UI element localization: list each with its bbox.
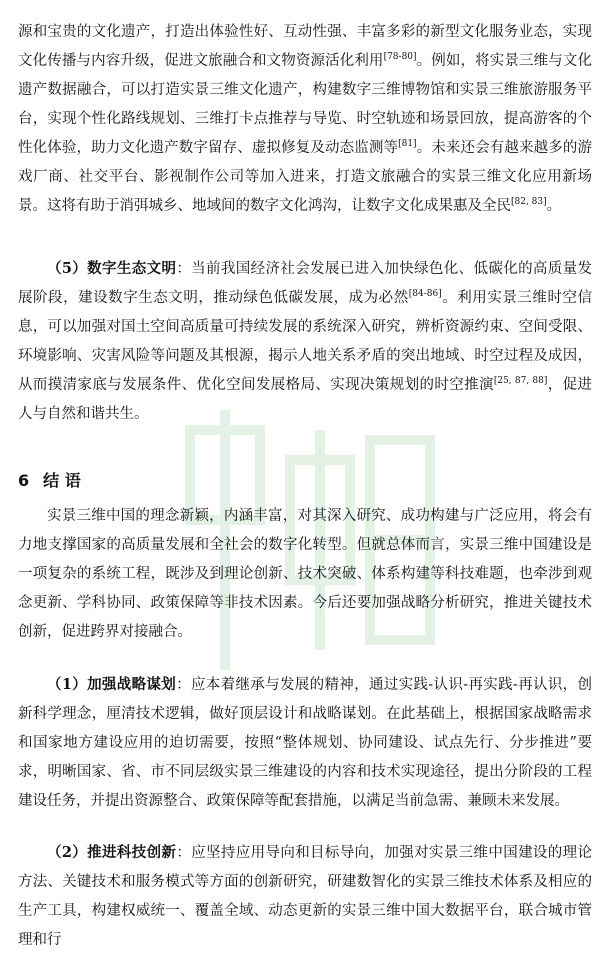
- item-keyword: 加强战略谋划: [87, 677, 177, 693]
- citation[interactable]: [82, 83]: [511, 197, 547, 208]
- section-heading: [18, 466, 81, 496]
- citation[interactable]: [78-80]: [383, 52, 417, 63]
- citation[interactable]: [84-86]: [408, 289, 442, 300]
- paragraph-strategy: （1）加强战略谋划：应本着继承与发展的精神，通过实践-认识-再实践-再认识，创新科学理念，厘清技术逻辑，做好顶层设计和战略谋划。在此基础上，根据国家战略需求和国家地方建设应用的迫切需要，按照“整体规划、协同建设、试点先行、分步推进”要求，明晰国家、省、市不同层级实景三维建设的内容和技术实现途径，提出分阶段的工程建设任务，并提出资源整合、政策保障等配套措施，以满足当前急需、兼顾未来发展。: [18, 676, 592, 809]
- paragraph-cultural-heritage: 源和宝贵的文化遗产，打造出体验性好、互动性强、丰富多彩的新型文化服务业态，实现文化传播与内容升级，促进文旅融合和文物资源活化利用[78-80]。例如，将实景三维与文化遗产数据融合，可以打造实景三维文化遗产，构建数字三维博物馆和实景三维旅游服务平台，实现个性化路线规划、三维打卡点推荐与导览、时空轨迹和场景回放，提高游客的个性化体验，助力文化遗产数字留存、虚拟修复及动态监测等[81]。未来还会有越来越多的游戏厂商、社交平台、影视制作公司等加入进来，打造文旅融合的实景三维文化应用新场景。这将有助于消弭城乡、地域间的数字文化鸿沟，让数字文化成果惠及全民[82, 83]。: [18, 24, 593, 214]
- paragraph-conclusion: 实景三维中国的理念新颖，内涵丰富，对其深入研究、成功构建与广泛应用，将会有力地支撑国家的高质量发展和全社会的数字化转型。但就总体而言，实景三维中国建设是一项复杂的系统工程，既涉及到理论创新、技术突破、体系构建等科技难题，也牵涉到观念更新、学科协同、政策保障等非技术因素。今后还要加强战略分析研究，推进关键技术创新，促进跨界对接融合。: [18, 508, 592, 640]
- item-number: （5）: [47, 260, 88, 277]
- paragraph-innovation: （2）推进科技创新：应坚持应用导向和目标导向，加强对实景三维中国建设的理论方法、关键技术和服务模式等方面的创新研究，研建数智化的实景三维技术体系及相应的生产工具，构建权威统一、覆盖全域、动态更新的实景三维中国大数据平台，联合城市管理和行: [18, 844, 593, 948]
- item-number: （1）: [47, 676, 88, 693]
- section-title: 结 语: [43, 471, 81, 490]
- item-number: （2）: [47, 844, 88, 861]
- citation[interactable]: [81]: [398, 139, 417, 150]
- item-keyword: 推进科技创新: [87, 845, 177, 861]
- section-number: 6: [18, 471, 30, 490]
- paragraph-digital-ecology: （5）数字生态文明：当前我国经济社会发展已进入加快绿色化、低碳化的高质量发展阶段，建设数字生态文明，推动绿色低碳发展，成为必然[84-86]。利用实景三维时空信息，可以加强对国土空间高质量可持续发展的系统深入研究，辨析资源约束、空间受限、环境影响、灾害风险等问题及其根源，揭示人地关系矛盾的突出地域、时空过程及成因，从而摸清家底与发展条件、优化空间发展格局、实现决策规划的时空推演[25, 87, 88]，促进人与自然和谐共生。: [18, 260, 593, 422]
- item-keyword: 数字生态文明: [87, 261, 177, 277]
- citation[interactable]: [25, 87, 88]: [493, 376, 548, 387]
